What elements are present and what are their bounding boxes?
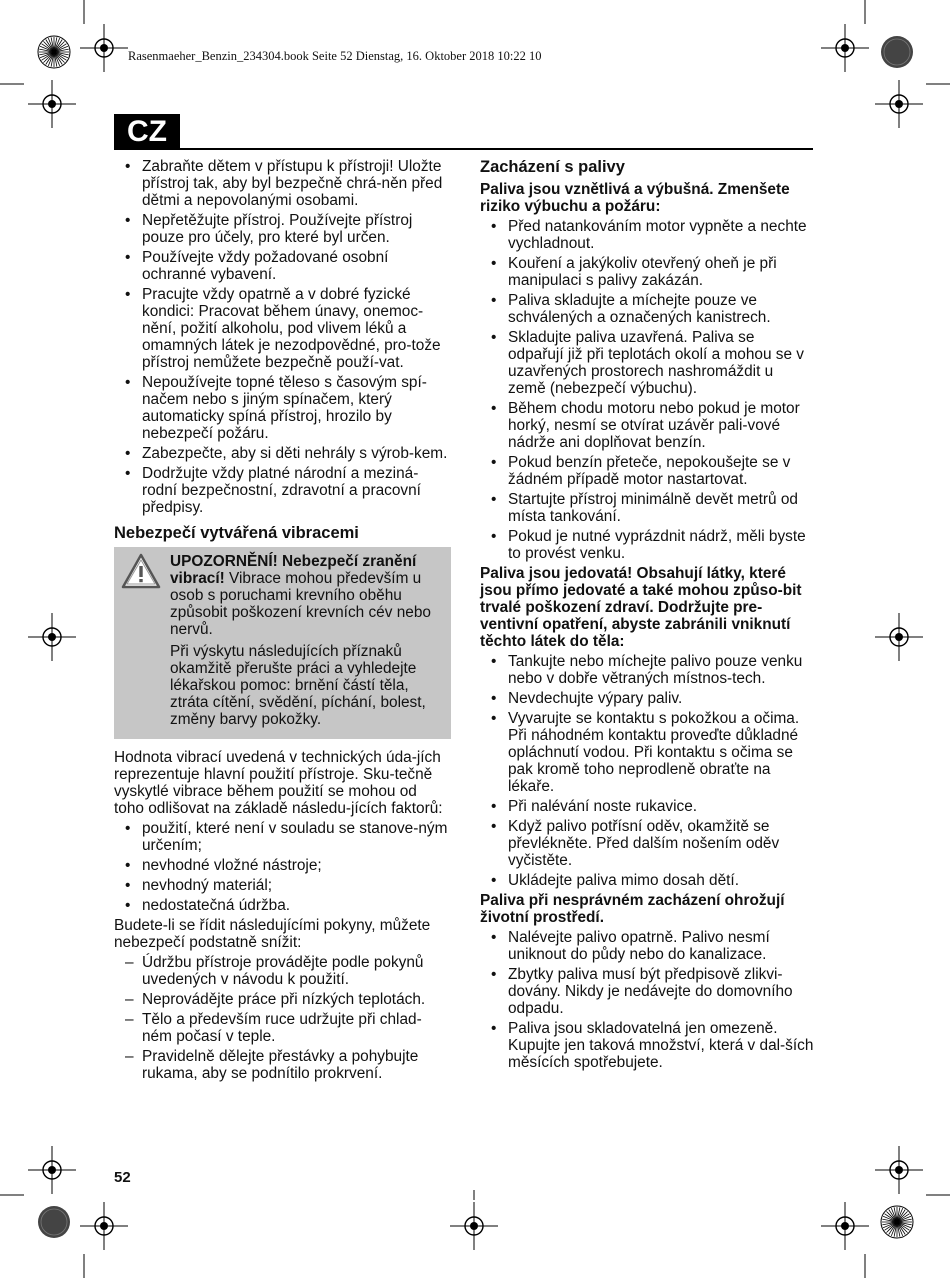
- heading-vibration: Nebezpečí vytvářená vibracemi: [114, 524, 359, 542]
- list-item: • Před natankováním motor vypněte a nechte vychladnout.: [480, 218, 814, 252]
- print-header: Rasenmaeher_Benzin_234304.book Seite 52 Dienstag, 16. Oktober 2018 10:22 10: [128, 49, 542, 63]
- list-item: • Kouření a jakýkoliv otevřený oheň je při manipulaci s palivy zakázán.: [480, 255, 814, 289]
- list-item: • Skladujte paliva uzavřená. Paliva se odpařují již při teplotách okolí a mohou se v uzavřených prostorech nashromáždit u země (nebezpečí výbuchu).: [480, 329, 814, 397]
- list-item: – Neprovádějte práce při nízkých teplotách.: [114, 991, 451, 1008]
- list-item: • Startujte přístroj minimálně devět metrů od místa tankování.: [480, 491, 814, 525]
- list-item: • Zbytky paliva musí být předpisově zlikvi-dovány. Nikdy je nedávejte do domovního odpadu.: [480, 966, 814, 1017]
- list-item: • Pokud je nutné vyprázdnit nádrž, měli byste to provést venku.: [480, 528, 814, 562]
- list-item: • Zabezpečte, aby si děti nehrály s výrob-kem.: [114, 445, 451, 462]
- list-item: – Tělo a především ruce udržujte při chlad-ném počasí v teple.: [114, 1011, 451, 1045]
- toxic-list: [480, 653, 814, 889]
- language-tab: CZ: [114, 114, 180, 150]
- list-item: • Nepřetěžujte přístroj. Používejte přístroj pouze pro účely, pro které byl určen.: [114, 212, 451, 246]
- warning-title: UPOZORNĚNÍ! Nebezpečí zranění vibrací!: [170, 553, 417, 587]
- vibration-factors-list: [114, 820, 451, 914]
- reduce-paragraph: Budete-li se řídit následujícími pokyny, můžete nebezpečí podstatně snížit:: [114, 917, 431, 951]
- list-item: • Tankujte nebo míchejte palivo pouze venku nebo v dobře větraných místnos-tech.: [480, 653, 814, 687]
- list-item: • Dodržujte vždy platné národní a meziná-rodní bezpečnostní, zdravotní a pracovní předpisy.: [114, 465, 451, 516]
- list-item: – Pravidelně dělejte přestávky a pohybujte rukama, aby se podnítilo prokrvení.: [114, 1048, 451, 1082]
- reduce-measures-list: [114, 954, 451, 1082]
- warning-triangle-icon: [121, 553, 161, 589]
- list-item: • Při nalévání noste rukavice.: [480, 798, 814, 815]
- list-item: • Paliva jsou skladovatelná jen omezeně. Kupujte jen taková množství, která v dal-ších měsících spotřebujete.: [480, 1020, 814, 1071]
- right-column: [480, 158, 814, 1074]
- list-item: • Během chodu motoru nebo pokud je motor horký, nesmí se otvírat uzávěr pali-vové nádrže ani doplňovat benzín.: [480, 400, 814, 451]
- vibration-paragraph: Hodnota vibrací uvedená v technických úda-jích reprezentuje hlavní použití přístroje. Sku-tečně vyskytlé vibrace během použití se mohou od toho odlišovat na základě následu-jících faktorů:: [114, 749, 443, 817]
- list-item: – Údržbu přístroje provádějte podle pokynů uvedených v návodu k použití.: [114, 954, 451, 988]
- page-number: 52: [114, 1169, 131, 1186]
- left-column: [114, 158, 451, 1085]
- header-rule: [180, 148, 813, 150]
- intro-environment: Paliva při nesprávném zacházení ohrožují životní prostředí.: [480, 892, 785, 926]
- list-item: • Zabraňte dětem v přístupu k přístroji! Uložte přístroj tak, aby byl bezpečně chrá-něn před dětmi a nepovolanými osobami.: [114, 158, 451, 209]
- list-item: • Vyvarujte se kontaktu s pokožkou a očima. Při náhodném kontaktu proveďte důkladné opláchnutí vodou. Při kontaktu s očima se pak kromě toho neprodleně obraťte na lékaře.: [480, 710, 814, 795]
- list-item: • Ukládejte paliva mimo dosah dětí.: [480, 872, 814, 889]
- list-item: • Nepoužívejte topné těleso s časovým spí-načem nebo s jiným spínačem, který automaticky spíná přístroj, hrozilo by nebezpečí požáru.: [114, 374, 451, 442]
- list-item: • Nalévejte palivo opatrně. Palivo nesmí uniknout do půdy nebo do kanalizace.: [480, 929, 814, 963]
- list-item: • Pracujte vždy opatrně a v dobré fyzické kondici: Pracovat během únavy, onemoc-nění, požití alkoholu, pod vlivem léků a omamných látek je nezodpovědné, pro-tože přístroj nemůžete bezpečně použí-vat.: [114, 286, 451, 371]
- list-item: • nedostatečná údržba.: [114, 897, 451, 914]
- flammable-list: [480, 218, 814, 562]
- intro-toxic: Paliva jsou jedovatá! Obsahují látky, které jsou přímo jedovaté a také mohou způso-bit trvalé poškození zdraví. Dodržujte pre-ventivní opatření, abyste zabránili vniknutí těchto látek do těla:: [480, 565, 802, 650]
- list-item: • použití, které není v souladu se stanove-ným určením;: [114, 820, 451, 854]
- list-item: • Používejte vždy požadované osobní ochranné vybavení.: [114, 249, 451, 283]
- list-item: • Když palivo potřísní oděv, okamžitě se převlékněte. Před dalším nošením oděv vyčistěte.: [480, 818, 814, 869]
- list-item: • nevhodný materiál;: [114, 877, 451, 894]
- list-item: • nevhodné vložné nástroje;: [114, 857, 451, 874]
- heading-fuel: Zacházení s palivy: [480, 158, 625, 176]
- intro-flammable: Paliva jsou vznětlivá a výbušná. Zmenšete riziko výbuchu a požáru:: [480, 181, 790, 215]
- list-item: • Nevdechujte výpary paliv.: [480, 690, 814, 707]
- warning-body: Vibrace mohou především u osob s poruchami krevního oběhu způsobit poškození krevních cév nebo nervů.: [170, 570, 431, 638]
- list-item: • Pokud benzín přeteče, nepokoušejte se v žádném případě motor nastartovat.: [480, 454, 814, 488]
- general-safety-list: [114, 158, 451, 516]
- list-item: • Paliva skladujte a míchejte pouze ve schválených a označených kanistrech.: [480, 292, 814, 326]
- warning-text: [170, 553, 443, 638]
- environment-list: [480, 929, 814, 1071]
- warning-box: [114, 547, 451, 739]
- warning-symptoms: Při výskytu následujících příznaků okamžitě přerušte práci a vyhledejte lékařskou pomoc: brnění částí těla, ztráta cítění, svědění, píchání, bolest, změny barvy pokožky.: [170, 643, 426, 728]
